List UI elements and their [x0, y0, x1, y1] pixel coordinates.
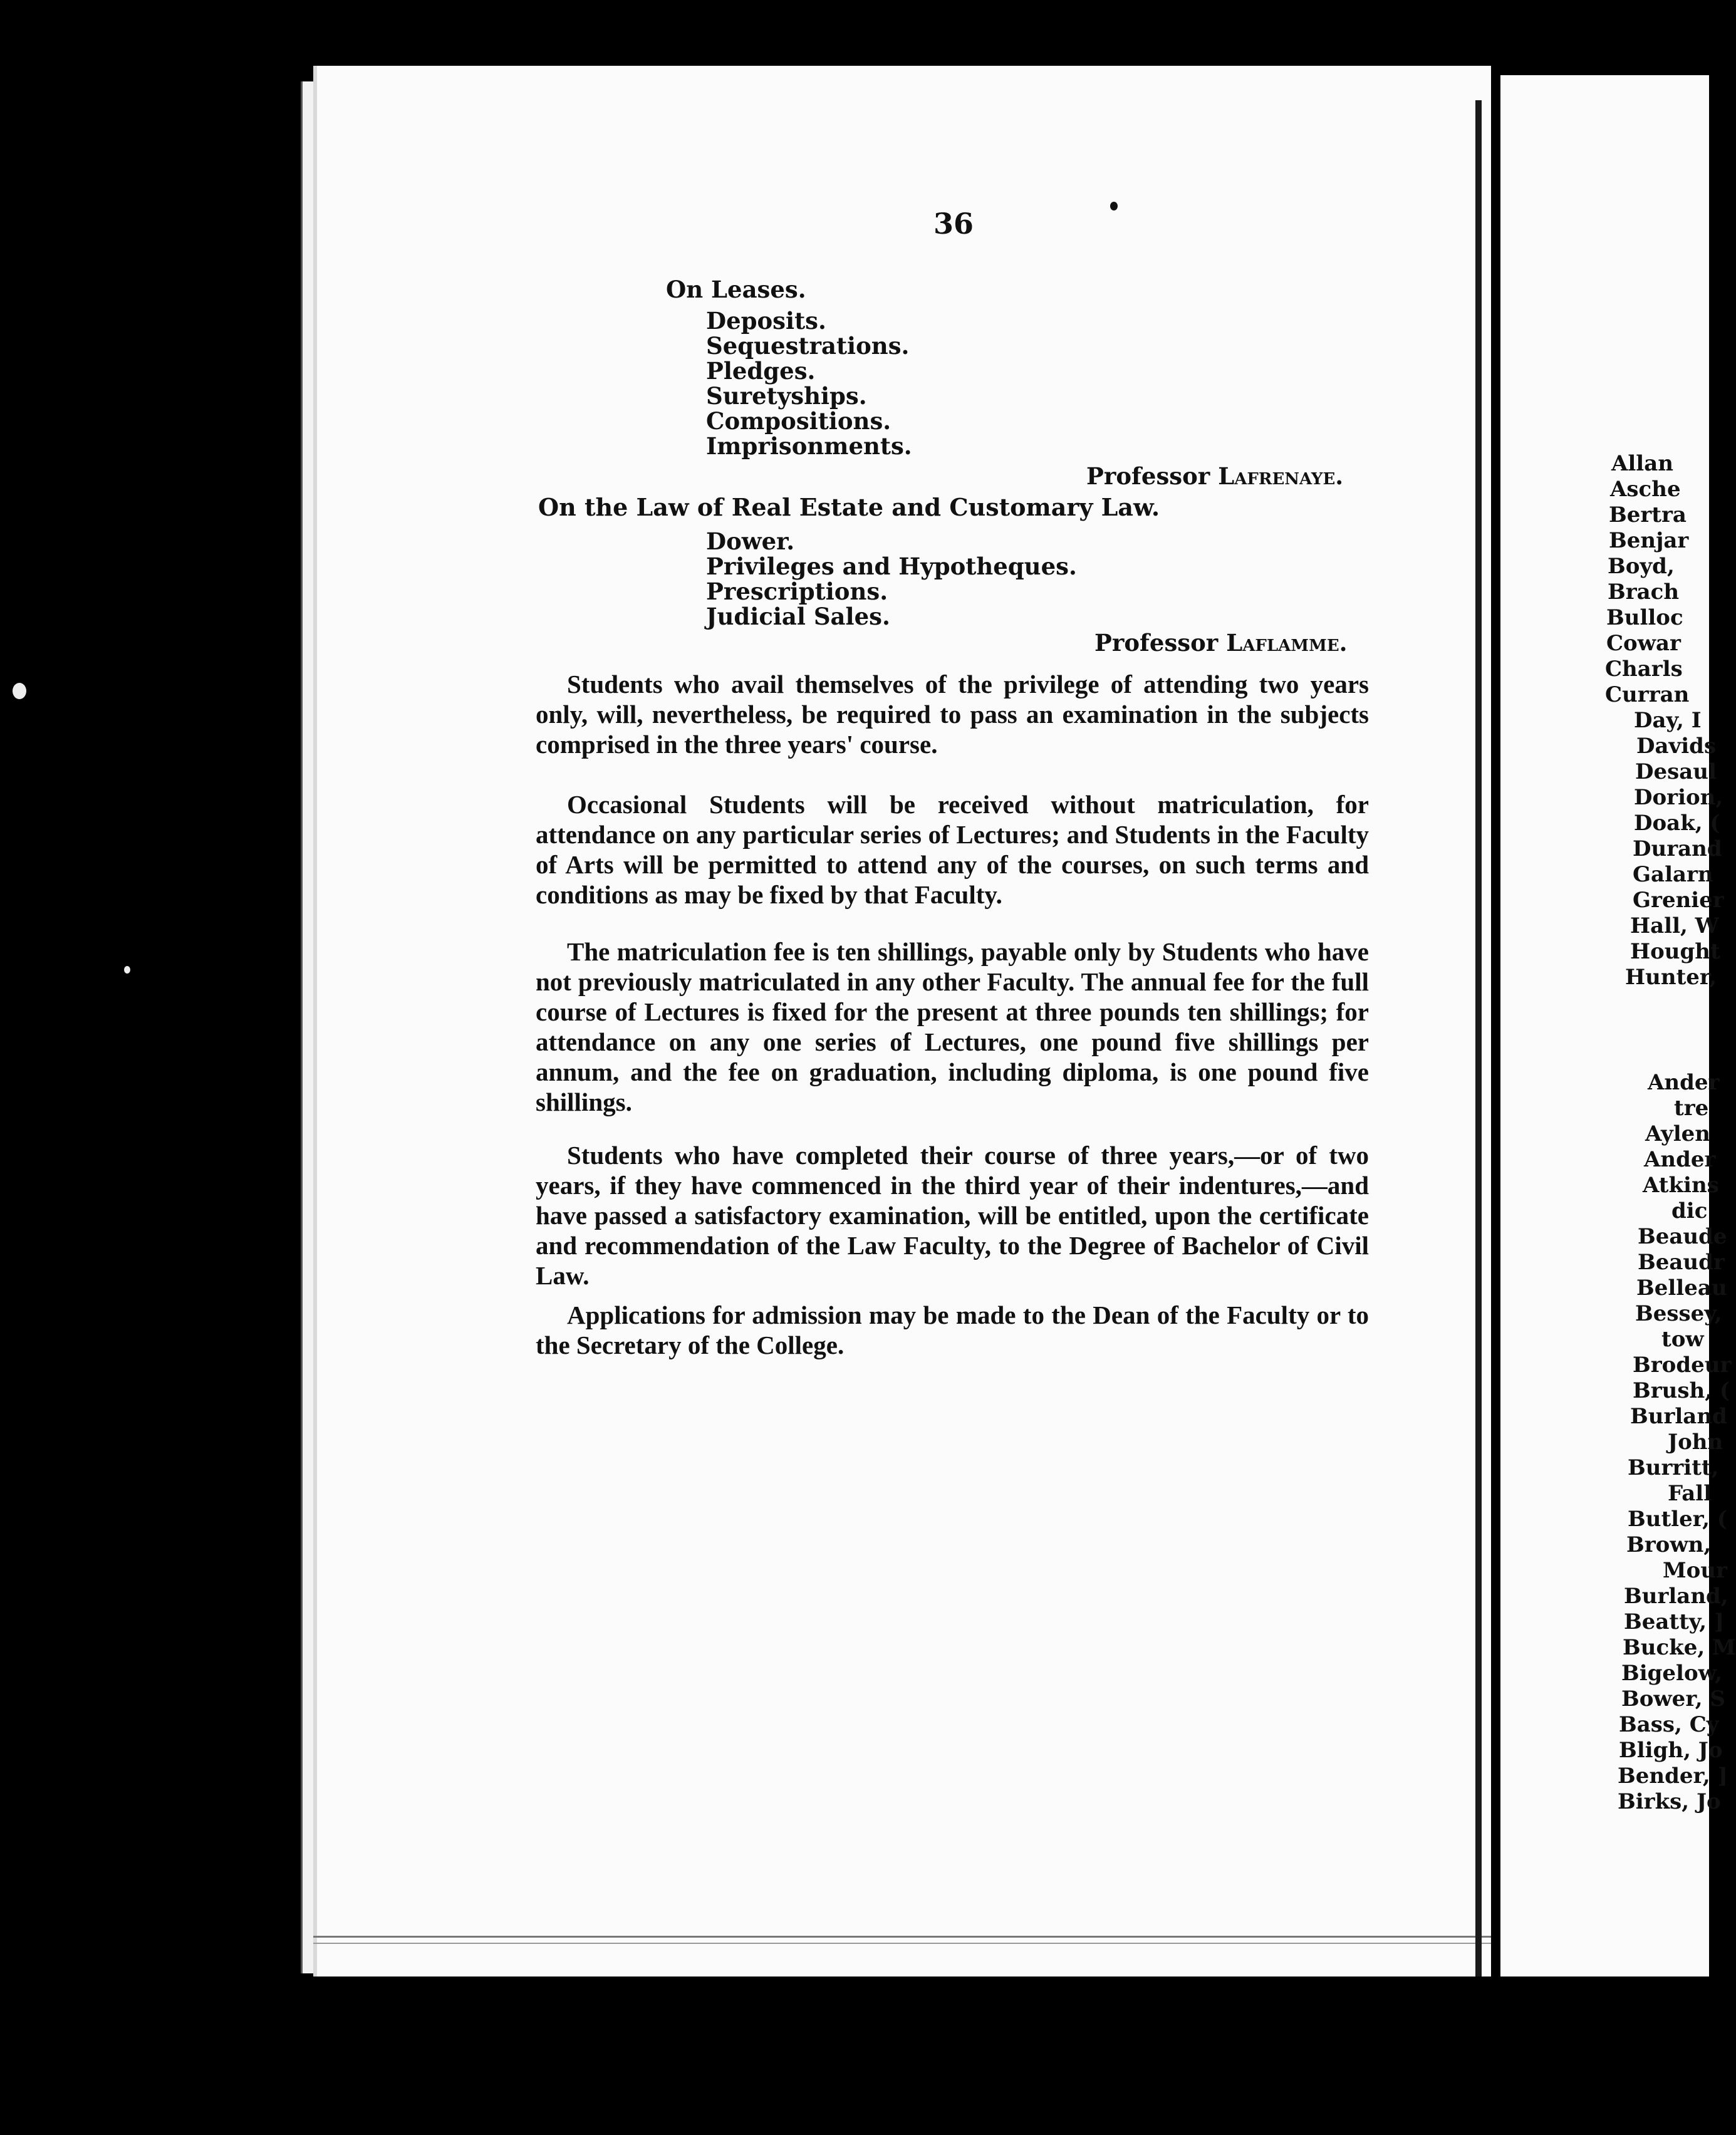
- facing-name: Galarn: [1633, 862, 1713, 887]
- facing-name: Desaul: [1635, 759, 1717, 784]
- professor-name: Lafrenaye.: [1218, 462, 1344, 490]
- facing-name: Charls: [1605, 657, 1683, 682]
- facing-name: Davids: [1636, 734, 1717, 759]
- facing-name: Dorion,: [1634, 785, 1723, 810]
- leases-professor: [1086, 462, 1343, 490]
- paragraph-applications: Applications for admission may be made to the Dean of the Faculty or to the Secretary of the College.: [536, 1301, 1369, 1359]
- real-estate-item: Judicial Sales.: [706, 603, 890, 630]
- facing-name: Bender, ]: [1618, 1764, 1728, 1789]
- facing-name: Beaudr: [1638, 1250, 1725, 1275]
- facing-name: Hunter,: [1625, 965, 1717, 990]
- facing-name: Bertra: [1609, 502, 1687, 527]
- facing-name: Bulloc: [1606, 605, 1683, 630]
- facing-name: Beaude: [1638, 1224, 1727, 1249]
- leases-item: Compositions.: [706, 407, 891, 435]
- professor-title: Professor: [1086, 462, 1210, 490]
- dust-speck: [124, 966, 130, 974]
- ink-speck: [1110, 202, 1118, 210]
- facing-name: Curran: [1605, 682, 1690, 707]
- facing-name: Bower, S: [1621, 1686, 1725, 1712]
- page-bottom-rule: [313, 1936, 1491, 1944]
- facing-name: Bessey,: [1635, 1301, 1722, 1326]
- facing-name: Asche: [1610, 477, 1681, 502]
- leases-item: Sequestrations.: [706, 332, 910, 360]
- dust-speck: [13, 683, 26, 699]
- facing-name: Day, I: [1634, 708, 1702, 733]
- facing-name: Belleau: [1636, 1275, 1727, 1301]
- facing-name: tow: [1661, 1327, 1704, 1352]
- facing-name: Benjar: [1609, 528, 1689, 553]
- facing-name: Butler, (: [1628, 1507, 1727, 1532]
- real-estate-item: Prescriptions.: [706, 578, 888, 605]
- facing-name: Brodeur: [1633, 1353, 1732, 1378]
- paragraph-fees: The matriculation fee is ten shillings, payable only by Students who have not previously matriculated in any other Faculty. The annual fee for the full course of Lectures is fixed for the present at three pounds ten shillings; for attendance on any one series of Lectures, one pound five shillings per annum, and the fee on graduation, including diploma, is one pound five shillings.: [536, 937, 1369, 1116]
- facing-name: Ander: [1644, 1147, 1716, 1172]
- facing-name: Hall, W: [1630, 913, 1719, 938]
- facing-name: Cowar: [1606, 631, 1681, 656]
- facing-name: Aylen: [1645, 1121, 1711, 1146]
- facing-name: Hought: [1630, 939, 1720, 964]
- facing-name: Bucke, M: [1623, 1635, 1736, 1660]
- paragraph-degree: Students who have completed their course of three years,—or of two years, if they have commenced in the third year of their indentures,—and have passed a satisfactory examination, will be entitled, upon the certificate and recommendation of the Law Faculty, to the Degree of Bachelor of Civil Law.: [536, 1141, 1369, 1290]
- facing-name: Doak, (: [1634, 811, 1720, 836]
- facing-name: Brach: [1608, 579, 1680, 605]
- leases-item: Suretyships.: [706, 382, 867, 410]
- facing-name: Bass, Cy: [1619, 1712, 1719, 1737]
- leases-item: Pledges.: [706, 357, 816, 385]
- facing-name: Beatty, ]: [1624, 1609, 1725, 1634]
- facing-name: Mour: [1663, 1558, 1727, 1583]
- paragraph-exam-requirement: Students who avail themselves of the privilege of attending two years only, will, nevertheless, be required to pass an examination in the subjects comprised in the three years' course.: [536, 670, 1369, 759]
- facing-name: tre: [1674, 1096, 1709, 1121]
- facing-name: Ander: [1648, 1070, 1720, 1095]
- facing-name: Grenier: [1633, 888, 1724, 913]
- facing-name: Durand: [1633, 836, 1722, 861]
- facing-name: Bigelow,: [1621, 1661, 1722, 1686]
- facing-name: Birks, Jo: [1618, 1789, 1721, 1814]
- facing-name: Burland: [1630, 1404, 1727, 1429]
- facing-name: John: [1668, 1430, 1723, 1455]
- leases-heading: On Leases.: [666, 276, 806, 303]
- paragraph-occasional-students: Occasional Students will be received without matriculation, for attendance on any particular series of Lectures; and Students in the Faculty of Arts will be permitted to attend any of the courses, on such terms and conditions as may be fixed by that Faculty.: [536, 790, 1369, 909]
- facing-name: Boyd,: [1608, 554, 1675, 579]
- facing-name: Burland,: [1624, 1584, 1728, 1609]
- facing-name: Atkins: [1643, 1173, 1719, 1198]
- leases-item: Deposits.: [706, 307, 826, 335]
- book-spine: [1475, 100, 1482, 1977]
- real-estate-item: Dower.: [706, 527, 795, 555]
- leases-item: Imprisonments.: [706, 432, 912, 460]
- facing-name: Burritt,: [1628, 1455, 1719, 1480]
- real-estate-item: Privileges and Hypotheques.: [706, 553, 1077, 580]
- facing-name: Brush, (: [1633, 1378, 1730, 1403]
- facing-name: Allan: [1611, 451, 1673, 476]
- facing-name: Bligh, Jo: [1619, 1738, 1723, 1763]
- real-estate-heading: On the Law of Real Estate and Customary Law.: [538, 493, 1160, 521]
- facing-name: Fall: [1668, 1481, 1712, 1506]
- professor-title: Professor: [1094, 629, 1219, 657]
- facing-name: dic: [1671, 1198, 1708, 1223]
- professor-name: Laflamme.: [1226, 629, 1348, 657]
- page-number: 36: [933, 207, 974, 241]
- real-estate-professor: [1094, 629, 1348, 657]
- facing-name: Brown,: [1626, 1532, 1712, 1557]
